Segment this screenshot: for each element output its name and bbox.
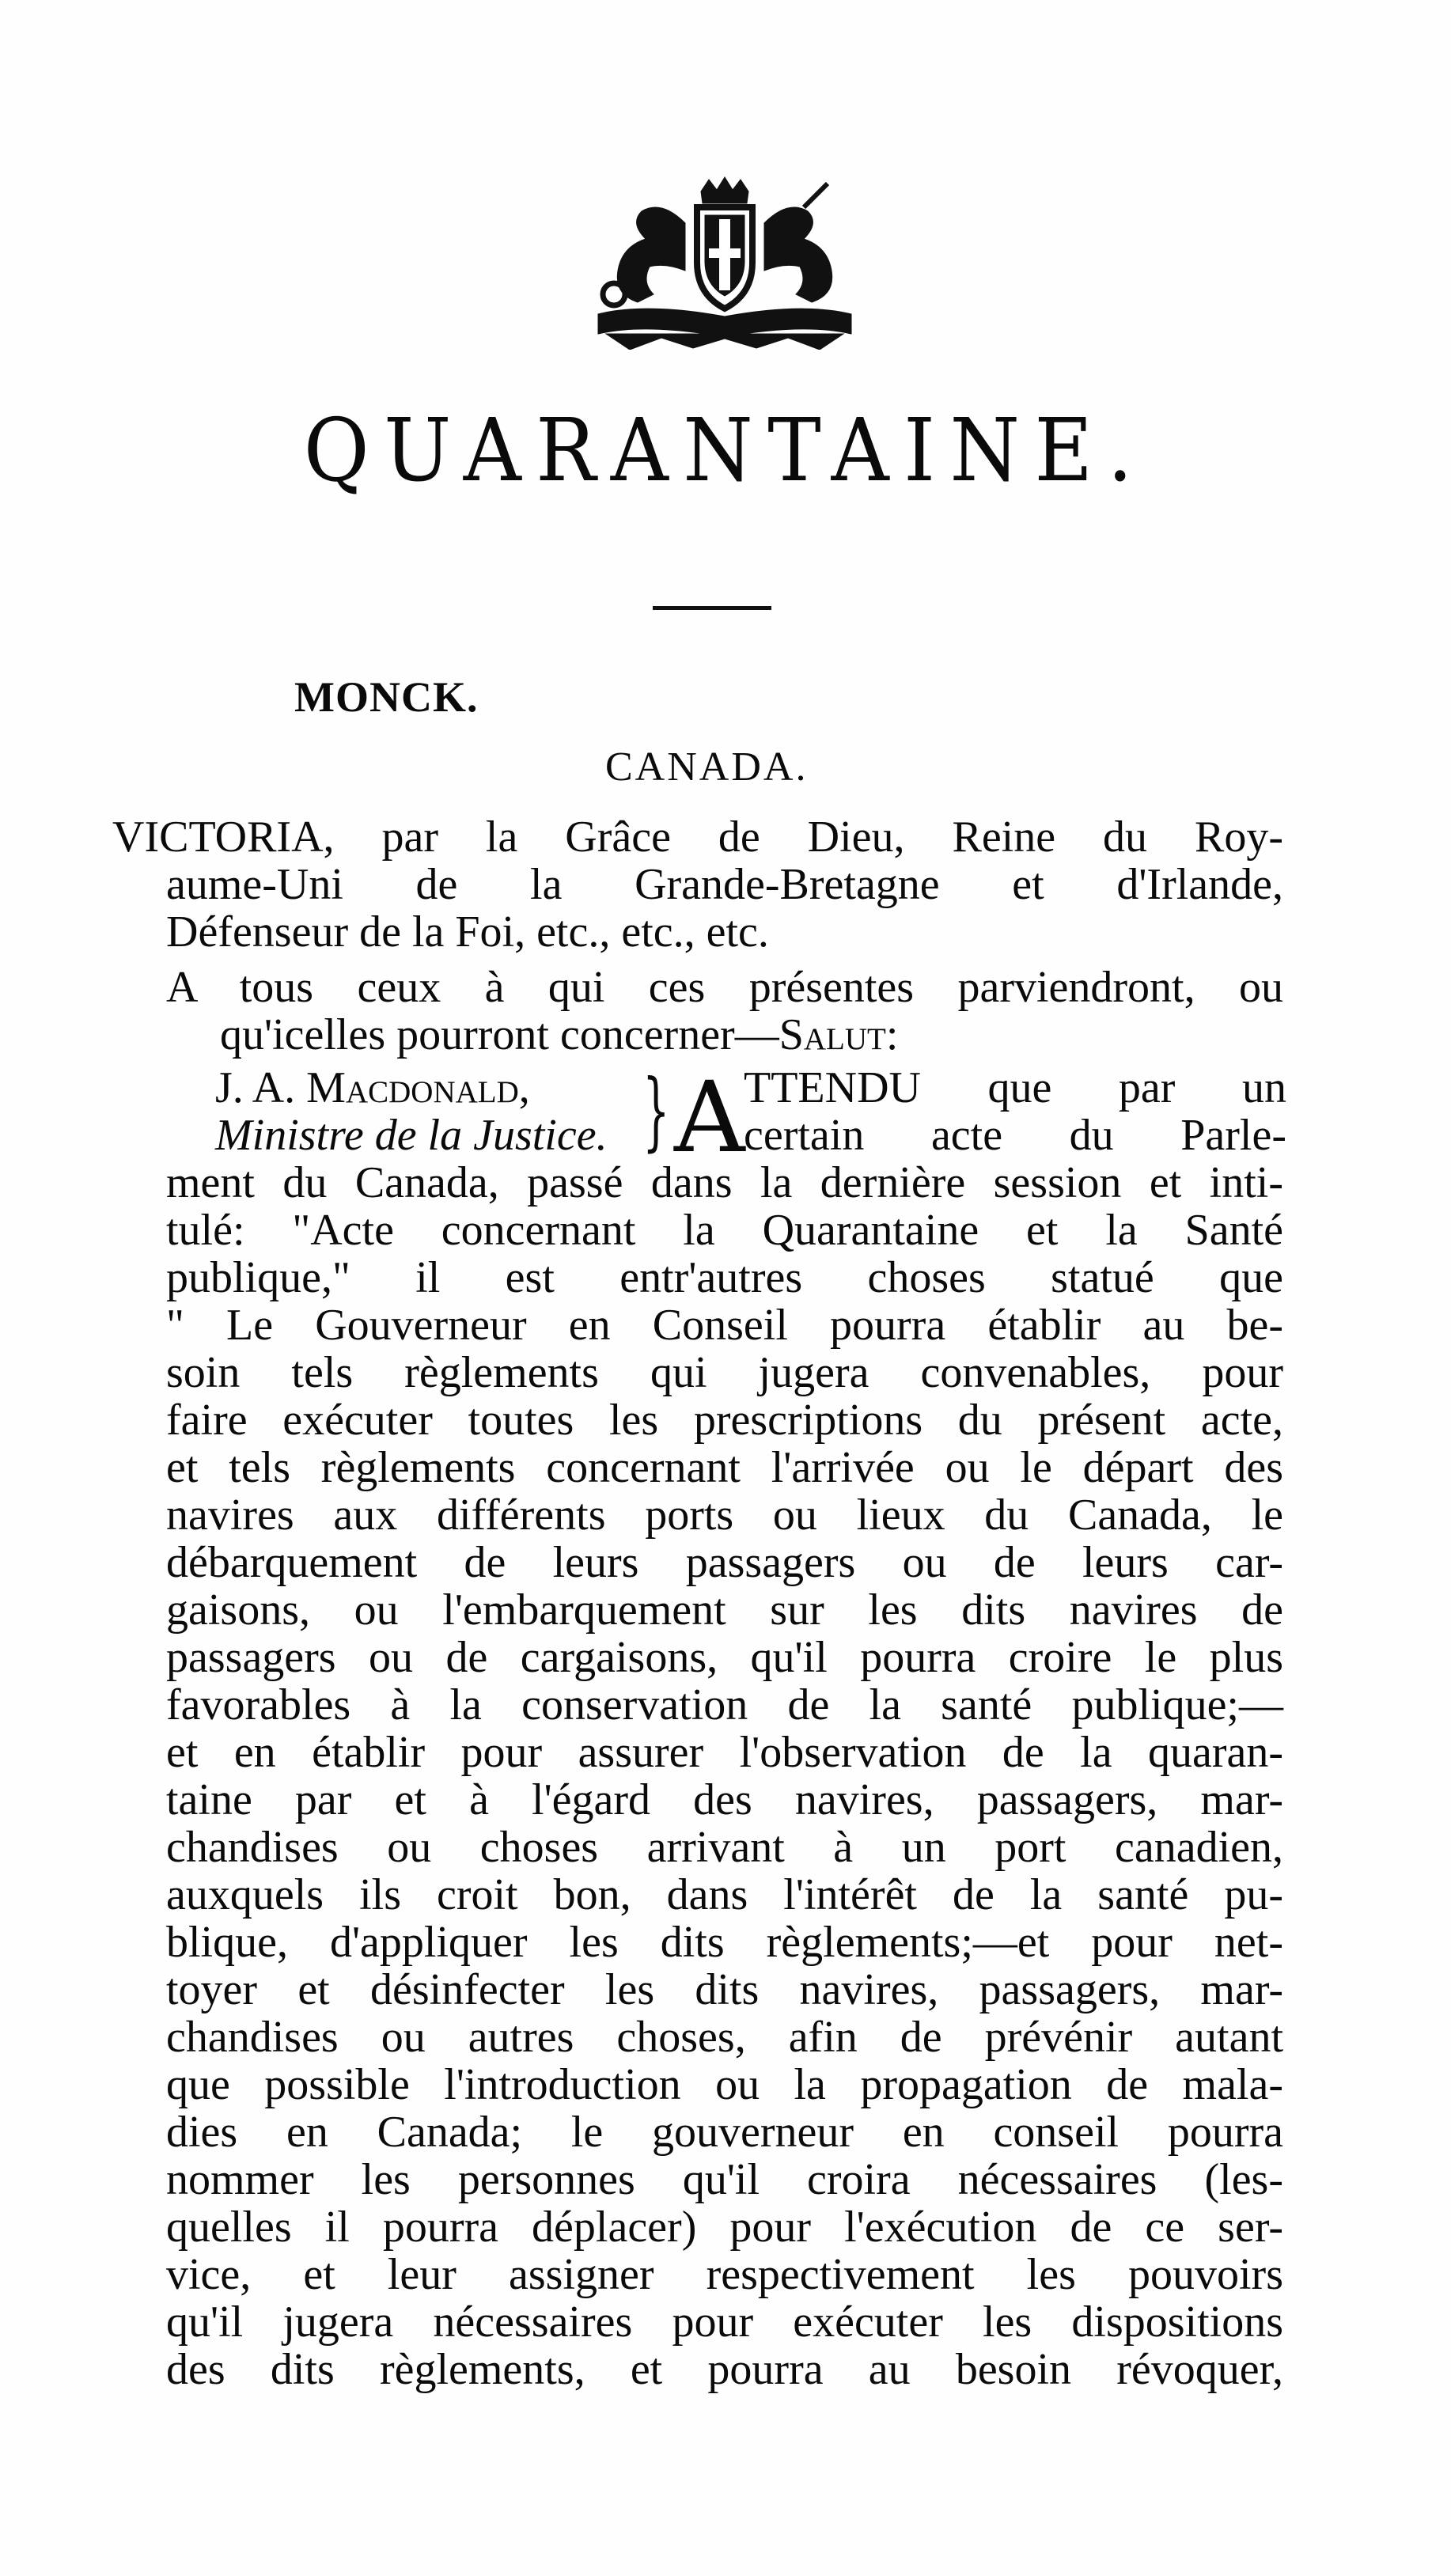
signatory-name: J. A. Macdonald,	[215, 1063, 530, 1112]
title-divider	[653, 606, 771, 610]
body-line: nommer les personnes qu'il croira nécessaires (les-	[166, 2155, 1283, 2204]
proclamation-text	[112, 813, 1283, 957]
place-heading: CANADA.	[605, 744, 809, 790]
body-line: et tels règlements concernant l'arrivée ou le départ des	[166, 1443, 1283, 1492]
attendu-line-1: TTENDU que par un	[744, 1063, 1286, 1112]
body-line: quelles il pourra déplacer) pour l'exécution de ce ser-	[166, 2203, 1283, 2252]
proclamation-line-1: VICTORIA, par la Grâce de Dieu, Reine du Roy-	[112, 813, 1283, 862]
body-line: et en établir pour assurer l'observation de la quaran-	[166, 1728, 1283, 1777]
body-line: faire exécuter toutes les prescriptions du présent acte,	[166, 1396, 1283, 1445]
address-line-1: A tous ceux à qui ces présentes parviendront, ou	[166, 963, 1283, 1012]
body-line: des dits règlements, et pourra au besoin révoquer,	[166, 2345, 1283, 2394]
salut-word: Salut:	[779, 1010, 899, 1059]
address-line-2	[166, 1011, 1283, 1059]
proclamation-line-2: aume-Uni de la Grande-Bretagne et d'Irlande,	[166, 860, 1283, 909]
address-line-2-text: qu'icelles pourront concerner—	[220, 1010, 779, 1059]
document-title: QUARANTAINE.	[303, 400, 1148, 501]
body-line: publique," il est entr'autres choses statué que	[166, 1253, 1283, 1302]
attendu-line-2: certain acte du Parle-	[744, 1111, 1286, 1160]
body-line: " Le Gouverneur en Conseil pourra établir au be-	[166, 1301, 1283, 1350]
body-line: taine par et à l'égard des navires, passagers, mar-	[166, 1775, 1283, 1824]
body-line: gaisons, ou l'embarquement sur les dits navires de	[166, 1585, 1283, 1635]
proclamation-line-3: Défenseur de la Foi, etc., etc., etc.	[166, 907, 769, 957]
body-line: tulé: "Acte concernant la Quarantaine et la Santé	[166, 1206, 1283, 1255]
body-line: chandises ou autres choses, afin de prévénir autant	[166, 2013, 1283, 2062]
body-line: auxquels ils croit bon, dans l'intérêt de la santé pu-	[166, 1870, 1283, 1919]
body-line: débarquement de leurs passagers ou de leurs car-	[166, 1538, 1283, 1587]
body-line: ment du Canada, passé dans la dernière session et inti-	[166, 1158, 1283, 1207]
body-line: qu'il jugera nécessaires pour exécuter les dispositions	[166, 2298, 1283, 2347]
body-line: passagers ou de cargaisons, qu'il pourra croire le plus	[166, 1633, 1283, 1682]
body-line: favorables à la conservation de la santé publique;—	[166, 1680, 1283, 1729]
body-line: toyer et désinfecter les dits navires, passagers, mar-	[166, 1965, 1283, 2014]
body-text	[166, 1159, 1283, 2393]
address-paragraph	[166, 964, 1283, 1059]
royal-crest-icon	[566, 176, 883, 350]
body-line: vice, et leur assigner respectivement les pouvoirs	[166, 2250, 1283, 2299]
body-line: navires aux différents ports ou lieux du Canada, le	[166, 1491, 1283, 1540]
body-line: soin tels règlements qui jugera convenables, pour	[166, 1348, 1283, 1397]
body-line: dies en Canada; le gouverneur en conseil pourra	[166, 2108, 1283, 2157]
body-line: que possible l'introduction ou la propagation de mala-	[166, 2060, 1283, 2109]
proclamation-paragraph	[112, 813, 1283, 957]
brace-icon: }	[642, 1062, 670, 1161]
governor-name: MONCK.	[294, 673, 479, 721]
signature-block	[215, 1061, 1286, 1175]
drop-cap: A	[674, 1061, 745, 1175]
body-line: chandises ou choses arrivant à un port canadien,	[166, 1823, 1283, 1872]
body-line: blique, d'appliquer les dits règlements;—et pour net-	[166, 1918, 1283, 1967]
signatory-office: Ministre de la Justice.	[215, 1111, 608, 1160]
